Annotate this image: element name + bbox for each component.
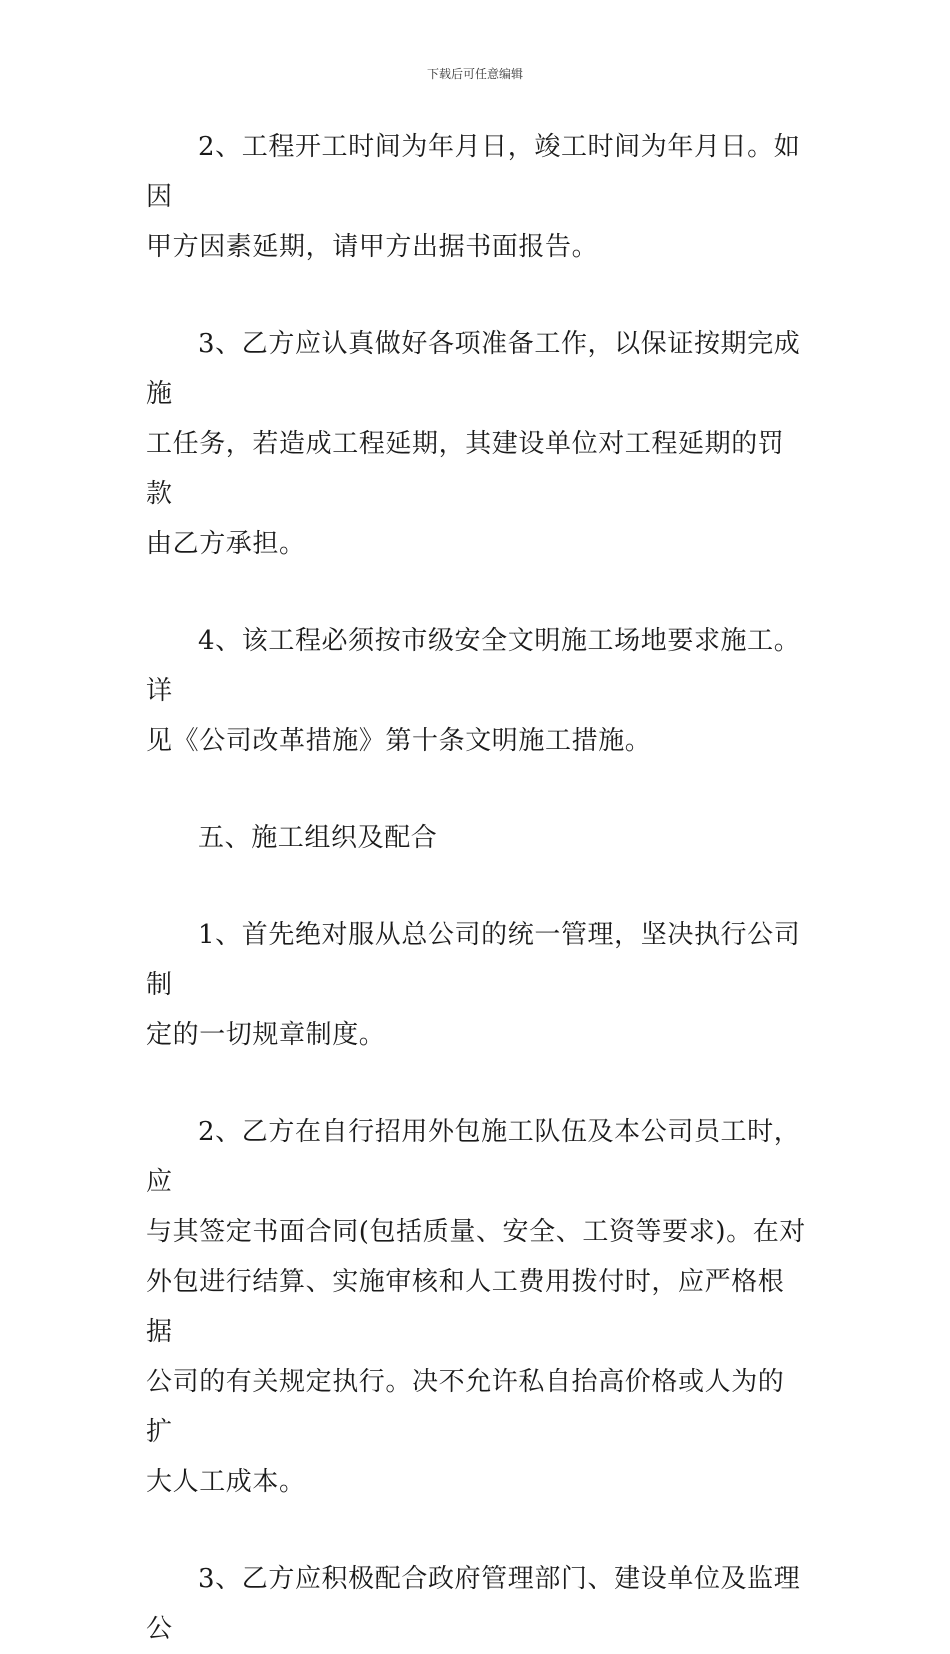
line: 与其签定书面合同(包括质量、安全、工资等要求)。在对 — [146, 1217, 806, 1247]
line: 3、乙方应认真做好各项准备工作，以保证按期完成施 — [146, 329, 801, 409]
paragraph-preparation — [146, 319, 808, 569]
line: 3、乙方应积极配合政府管理部门、建设单位及监理公 — [146, 1564, 801, 1644]
line: 工任务，若造成工程延期，其建设单位对工程延期的罚款 — [146, 429, 785, 509]
line: 4、该工程必须按市级安全文明施工场地要求施工。详 — [146, 626, 801, 706]
line: 外包进行结算、实施审核和人工费用拨付时，应严格根据 — [146, 1267, 785, 1347]
section-heading — [146, 813, 808, 863]
paragraph-schedule — [146, 122, 808, 272]
line: 大人工成本。 — [146, 1467, 306, 1497]
line: 2、工程开工时间为年月日，竣工时间为年月日。如因 — [146, 132, 801, 212]
line: 甲方因素延期，请甲方出据书面报告。 — [146, 232, 599, 262]
paragraph-cooperation — [146, 1554, 808, 1654]
line: 定的一切规章制度。 — [146, 1020, 386, 1050]
page-header-note: 下载后可任意编辑 — [426, 67, 523, 81]
line: 1、首先绝对服从总公司的统一管理，坚决执行公司制 — [146, 920, 801, 1000]
line: 2、乙方在自行招用外包施工队伍及本公司员工时，应 — [146, 1117, 801, 1197]
line: 五、施工组织及配合 — [198, 823, 438, 853]
document-body — [146, 122, 808, 1654]
line: 由乙方承担。 — [146, 529, 306, 559]
line: 公司的有关规定执行。决不允许私自抬高价格或人为的扩 — [146, 1367, 785, 1447]
paragraph-safety — [146, 616, 808, 766]
line: 见《公司改革措施》第十条文明施工措施。 — [146, 726, 652, 756]
paragraph-contracts — [146, 1107, 808, 1507]
paragraph-management — [146, 910, 808, 1060]
